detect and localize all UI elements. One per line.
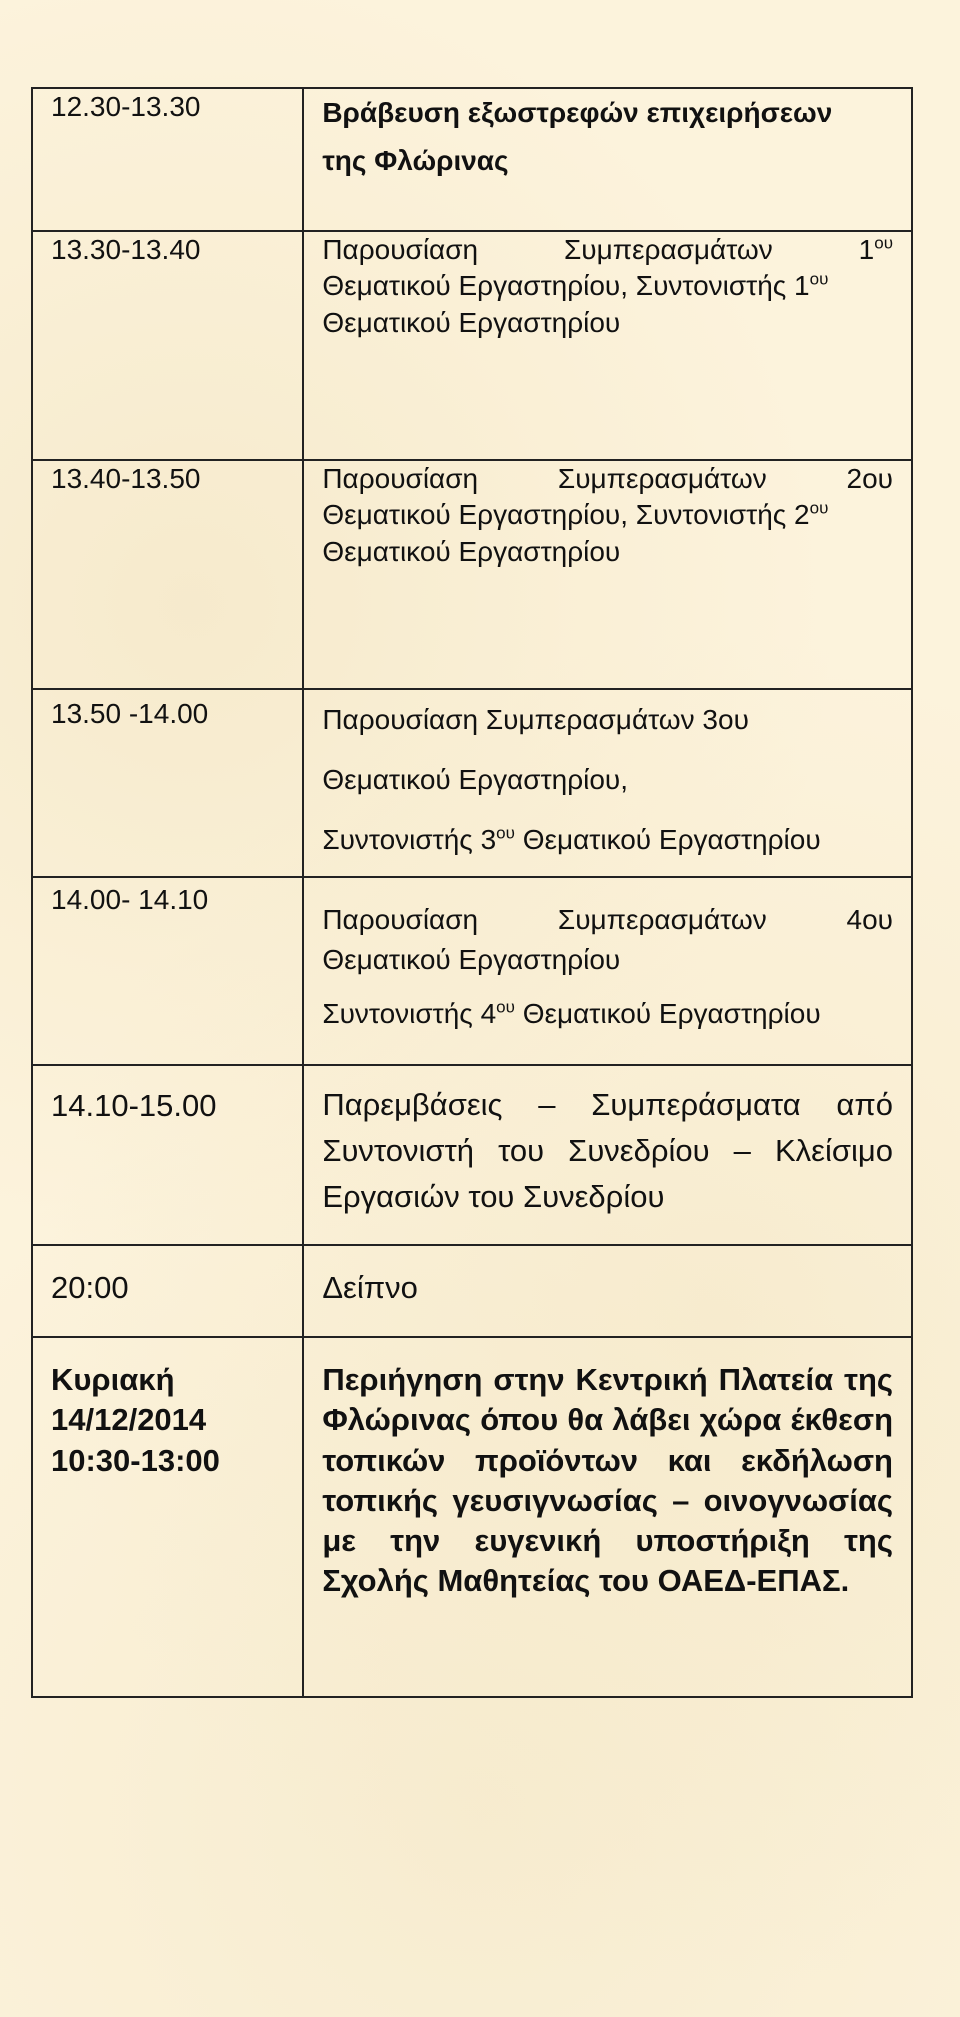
superscript: ου	[874, 233, 893, 253]
word: Συμπερασμάτων	[557, 463, 767, 494]
time-cell	[32, 877, 303, 1065]
table-row	[32, 1337, 912, 1697]
superscript: ου	[809, 270, 829, 290]
word: 4ου	[846, 904, 893, 935]
time-label: 13.50 -14.00	[51, 698, 209, 729]
table-row	[32, 689, 912, 877]
description-cell	[303, 231, 912, 460]
word: 1	[858, 234, 875, 265]
word: Παρουσίαση	[322, 463, 479, 494]
line-text: Θεματικού Εργαστηρίου, Συντονιστής 2	[322, 499, 810, 531]
line-text: Θεματικού Εργαστηρίου	[514, 824, 821, 855]
text-group	[322, 497, 828, 533]
schedule-table	[31, 87, 913, 1698]
word-group	[859, 232, 893, 268]
description-cell	[303, 689, 912, 877]
text-group	[322, 268, 828, 304]
table-row	[32, 460, 912, 689]
time-cell	[32, 88, 303, 231]
description-line: της Φλώρινας	[322, 145, 509, 176]
description-line	[322, 497, 893, 533]
description-text: Δείπνο	[322, 1270, 418, 1305]
time-label: 13.40-13.50	[51, 463, 201, 494]
day-label: Κυριακή	[51, 1362, 175, 1397]
time-cell	[32, 231, 303, 460]
table-row	[32, 231, 912, 460]
description-cell	[303, 88, 912, 231]
description-line	[322, 268, 893, 304]
time-label: 13.30-13.40	[51, 234, 201, 265]
description-line: Θεματικού Εργαστηρίου,	[322, 764, 629, 795]
description-line	[322, 994, 893, 1034]
line-text: Θεματικού Εργαστηρίου, Συντονιστής 1	[322, 270, 810, 302]
time-cell	[32, 460, 303, 689]
table-row	[32, 1245, 912, 1337]
description-cell	[303, 1065, 912, 1245]
description-text: Περιήγηση στην Κεντρική Πλατεία της Φλώρινας όπου θα λάβει χώρα έκθεση τοπικών προϊόντων και εκδήλωση τοπικής γευσιγνωσίας – οινογνωσίας με την ευγενική υποστήριξη της Σχολής Μαθητείας του ΟΑΕΔ-ΕΠΑΣ.	[322, 1362, 893, 1599]
description-cell	[303, 1245, 912, 1337]
word: Παρουσίαση	[322, 904, 479, 935]
time-label: 12.30-13.30	[51, 91, 201, 122]
description-cell	[303, 877, 912, 1065]
time-label: 14.00- 14.10	[51, 884, 209, 915]
description-line: Βράβευση εξωστρεφών επιχειρήσεων	[322, 97, 833, 128]
word: Συμπερασμάτων	[563, 234, 773, 265]
table-row	[32, 88, 912, 231]
description-line: Θεματικού Εργαστηρίου	[322, 535, 621, 567]
line-text: Θεματικού Εργαστηρίου	[514, 998, 821, 1029]
time-cell	[32, 1065, 303, 1245]
description-line: Θεματικού Εργαστηρίου	[322, 944, 621, 975]
description-text: Παρεμβάσεις – Συμπεράσματα από Συντονιστή του Συνεδρίου – Κλείσιμο Εργασιών του Συνεδρίου	[322, 1087, 893, 1214]
date-label: 14/12/2014	[51, 1402, 207, 1438]
time-label: 14.10-15.00	[51, 1088, 217, 1123]
time-cell	[32, 689, 303, 877]
word: Συμπερασμάτων	[557, 904, 767, 935]
line-text: Συντονιστής 3	[322, 824, 497, 855]
description-line	[322, 900, 893, 940]
description-line: Θεματικού Εργαστηρίου	[322, 306, 621, 338]
word: 2ου	[846, 463, 893, 494]
table-row	[32, 1065, 912, 1245]
time-cell	[32, 1337, 303, 1697]
time-cell	[32, 1245, 303, 1337]
superscript: ου	[809, 499, 829, 519]
description-line: Παρουσίαση Συμπερασμάτων 3ου	[322, 704, 749, 735]
word: Παρουσίαση	[322, 234, 479, 265]
line-text: Συντονιστής 4	[322, 998, 497, 1029]
superscript: ου	[496, 823, 515, 843]
table-row	[32, 877, 912, 1065]
time-label: 20:00	[51, 1270, 129, 1305]
description-line	[322, 810, 893, 870]
description-cell	[303, 460, 912, 689]
description-line	[322, 232, 893, 268]
time-label: 10:30-13:00	[51, 1442, 220, 1478]
description-line	[322, 461, 893, 497]
description-cell	[303, 1337, 912, 1697]
superscript: ου	[496, 997, 515, 1017]
